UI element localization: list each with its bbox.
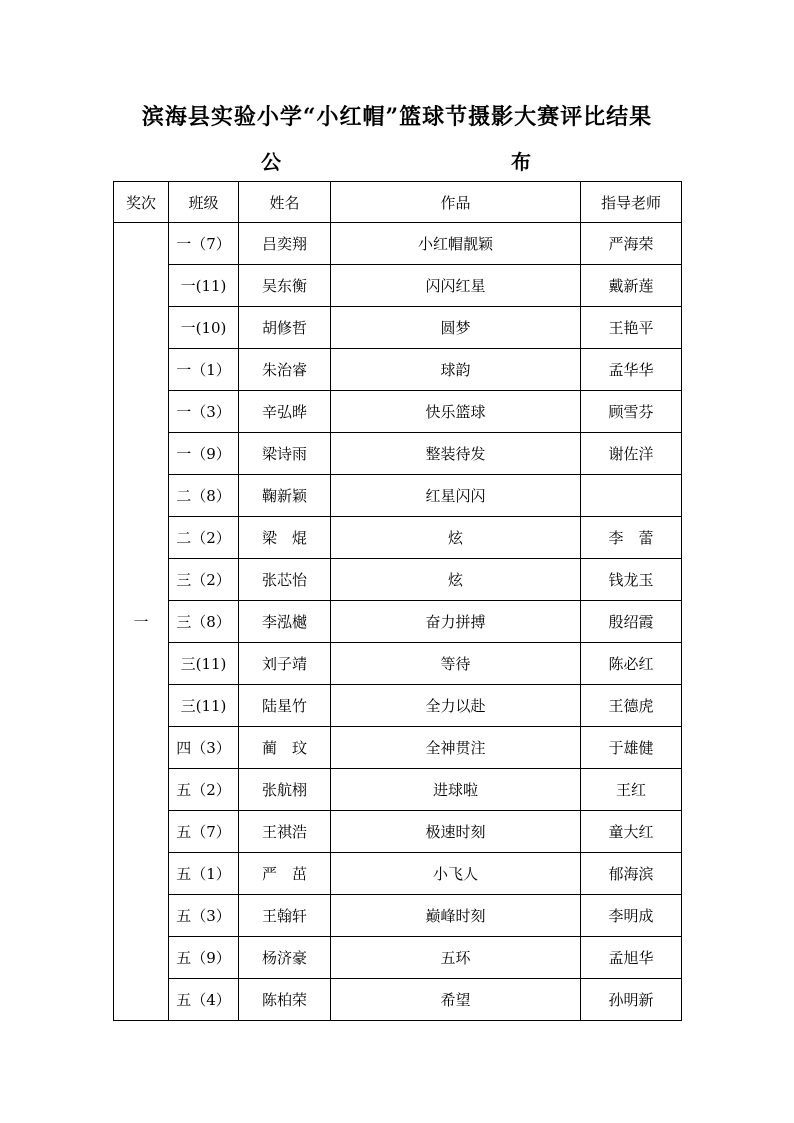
table-row [114, 979, 682, 1021]
header-work: 作品 [331, 182, 581, 223]
header-name: 姓名 [239, 182, 331, 223]
student-name-cell: 刘子靖 [239, 643, 331, 685]
table-row [114, 769, 682, 811]
teacher-cell: 童大红 [581, 811, 682, 853]
table-row [114, 223, 682, 265]
table-row [114, 391, 682, 433]
class-cell: 三(11) [169, 643, 239, 685]
student-name-cell: 鞠新颖 [239, 475, 331, 517]
subtitle-gong: 公 [261, 150, 281, 174]
award-level-cell: 一 [114, 223, 169, 1021]
teacher-cell: 顾雪芬 [581, 391, 682, 433]
class-cell: 一（3） [169, 391, 239, 433]
table-row [114, 811, 682, 853]
student-name-cell: 吕奕翔 [239, 223, 331, 265]
table-row [114, 727, 682, 769]
work-title-cell: 等待 [331, 643, 581, 685]
work-title-cell: 圆梦 [331, 307, 581, 349]
table-row [114, 475, 682, 517]
class-cell: 三(11) [169, 685, 239, 727]
table-row [114, 937, 682, 979]
table-row [114, 895, 682, 937]
student-name-cell: 严 茁 [239, 853, 331, 895]
teacher-cell: 李 蕾 [581, 517, 682, 559]
teacher-cell: 王艳平 [581, 307, 682, 349]
teacher-cell: 谢佐洋 [581, 433, 682, 475]
work-title-cell: 闪闪红星 [331, 265, 581, 307]
class-cell: 三（8） [169, 601, 239, 643]
table-row [114, 307, 682, 349]
table-row [114, 853, 682, 895]
header-award: 奖次 [114, 182, 169, 223]
class-cell: 五（4） [169, 979, 239, 1021]
table-row [114, 265, 682, 307]
work-title-cell: 红星闪闪 [331, 475, 581, 517]
work-title-cell: 希望 [331, 979, 581, 1021]
student-name-cell: 吴东衡 [239, 265, 331, 307]
teacher-cell: 戴新莲 [581, 265, 682, 307]
work-title-cell: 极速时刻 [331, 811, 581, 853]
table-header-row [114, 182, 682, 223]
student-name-cell: 辛弘晔 [239, 391, 331, 433]
class-cell: 五（2） [169, 769, 239, 811]
class-cell: 一（9） [169, 433, 239, 475]
work-title-cell: 五环 [331, 937, 581, 979]
student-name-cell: 梁诗雨 [239, 433, 331, 475]
work-title-cell: 炫 [331, 517, 581, 559]
results-table [113, 181, 682, 1021]
teacher-cell: 钱龙玉 [581, 559, 682, 601]
table-row [114, 517, 682, 559]
work-title-cell: 小飞人 [331, 853, 581, 895]
class-cell: 一（1） [169, 349, 239, 391]
table-row [114, 643, 682, 685]
student-name-cell: 李泓樾 [239, 601, 331, 643]
class-cell: 五（1） [169, 853, 239, 895]
teacher-cell: 严海荣 [581, 223, 682, 265]
class-cell: 五（3） [169, 895, 239, 937]
class-cell: 一(11) [169, 265, 239, 307]
table-row [114, 349, 682, 391]
student-name-cell: 陆星竹 [239, 685, 331, 727]
teacher-cell: 王德虎 [581, 685, 682, 727]
student-name-cell: 朱治睿 [239, 349, 331, 391]
teacher-cell: 殷绍霞 [581, 601, 682, 643]
class-cell: 四（3） [169, 727, 239, 769]
teacher-cell: 孙明新 [581, 979, 682, 1021]
teacher-cell: 郁海滨 [581, 853, 682, 895]
student-name-cell: 张芯怡 [239, 559, 331, 601]
work-title-cell: 全力以赴 [331, 685, 581, 727]
document-title: 滨海县实验小学“小红帽”篮球节摄影大赛评比结果 [141, 104, 653, 130]
student-name-cell: 杨济豪 [239, 937, 331, 979]
student-name-cell: 胡修哲 [239, 307, 331, 349]
student-name-cell: 陈柏荣 [239, 979, 331, 1021]
student-name-cell: 张航栩 [239, 769, 331, 811]
teacher-cell: 孟华华 [581, 349, 682, 391]
teacher-cell: 于雄健 [581, 727, 682, 769]
header-teacher: 指导老师 [581, 182, 682, 223]
class-cell: 三（2） [169, 559, 239, 601]
class-cell: 一(10) [169, 307, 239, 349]
teacher-cell [581, 475, 682, 517]
student-name-cell: 王祺浩 [239, 811, 331, 853]
table-row [114, 559, 682, 601]
teacher-cell: 李明成 [581, 895, 682, 937]
teacher-cell: 孟旭华 [581, 937, 682, 979]
work-title-cell: 整装待发 [331, 433, 581, 475]
work-title-cell: 快乐篮球 [331, 391, 581, 433]
subtitle-bu: 布 [511, 150, 531, 174]
teacher-cell: 陈必红 [581, 643, 682, 685]
student-name-cell: 梁 焜 [239, 517, 331, 559]
header-class: 班级 [169, 182, 239, 223]
class-cell: 一（7） [169, 223, 239, 265]
table-row [114, 685, 682, 727]
table-body [114, 223, 682, 1021]
work-title-cell: 奋力拼搏 [331, 601, 581, 643]
class-cell: 五（9） [169, 937, 239, 979]
work-title-cell: 进球啦 [331, 769, 581, 811]
student-name-cell: 蔺 玟 [239, 727, 331, 769]
work-title-cell: 炫 [331, 559, 581, 601]
work-title-cell: 球韵 [331, 349, 581, 391]
work-title-cell: 全神贯注 [331, 727, 581, 769]
student-name-cell: 王翰轩 [239, 895, 331, 937]
teacher-cell: 王红 [581, 769, 682, 811]
work-title-cell: 巅峰时刻 [331, 895, 581, 937]
class-cell: 五（7） [169, 811, 239, 853]
table-row [114, 433, 682, 475]
class-cell: 二（8） [169, 475, 239, 517]
table-row [114, 601, 682, 643]
work-title-cell: 小红帽靓颖 [331, 223, 581, 265]
class-cell: 二（2） [169, 517, 239, 559]
